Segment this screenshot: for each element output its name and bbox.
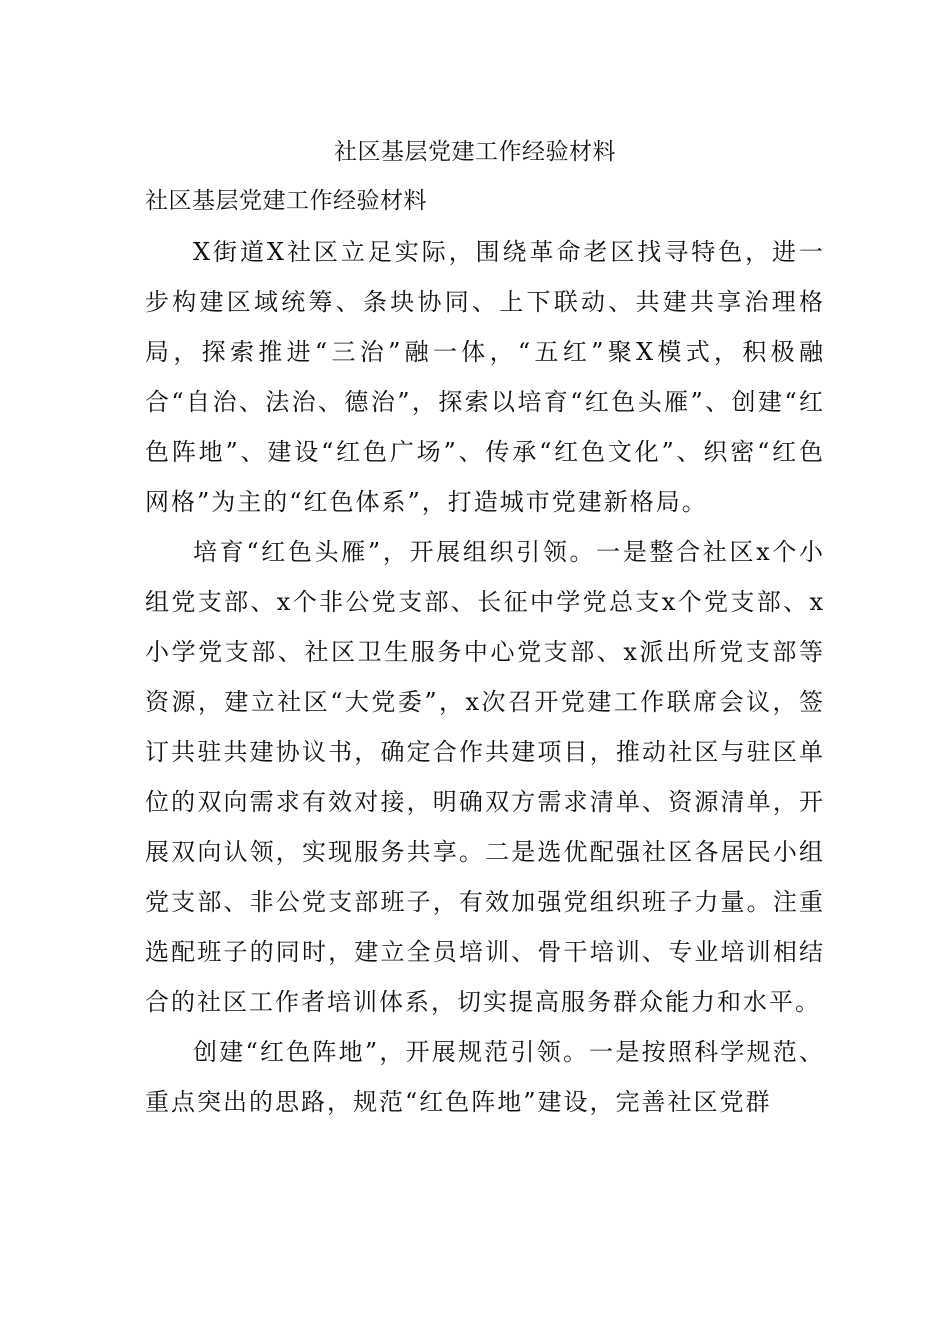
- paragraph-intro: X街道X社区立足实际，围绕革命老区找寻特色，进一步构建区域统筹、条块协同、上下联动、共建共享治理格局，探索推进“三治”融一体，“五红”聚X模式，积极融合“自治、法治、德治”，探索以培育“红色头雁”、创建“红色阵地”、建设“红色广场”、传承“红色文化”、织密“红色网格”为主的“红色体系”，打造城市党建新格局。: [145, 238, 825, 516]
- paragraph-red-positions: 创建“红色阵地”，开展规范引领。一是按照科学规范、重点突出的思路，规范“红色阵地”建设，完善社区党群: [145, 1038, 825, 1116]
- paragraph-red-leaders: 培育“红色头雁”，开展组织引领。一是整合社区x个小组党支部、x个非公党支部、长征中学党总支x个党支部、x小学党支部、社区卫生服务中心党支部、x派出所党支部等资源，建立社区“大党委”，x次召开党建工作联席会议，签订共驻共建协议书，确定合作共建项目，推动社区与驻区单位的双向需求有效对接，明确双方需求清单、资源清单，开展双向认领，实现服务共享。二是选优配强社区各居民小组党支部、非公党支部班子，有效加强党组织班子力量。注重选配班子的同时，建立全员培训、骨干培训、专业培训相结合的社区工作者培训体系，切实提高服务群众能力和水平。: [145, 538, 825, 1016]
- document-title: 社区基层党建工作经验材料: [334, 139, 616, 165]
- document-subtitle: 社区基层党建工作经验材料: [145, 188, 427, 214]
- document-body: [145, 227, 825, 1127]
